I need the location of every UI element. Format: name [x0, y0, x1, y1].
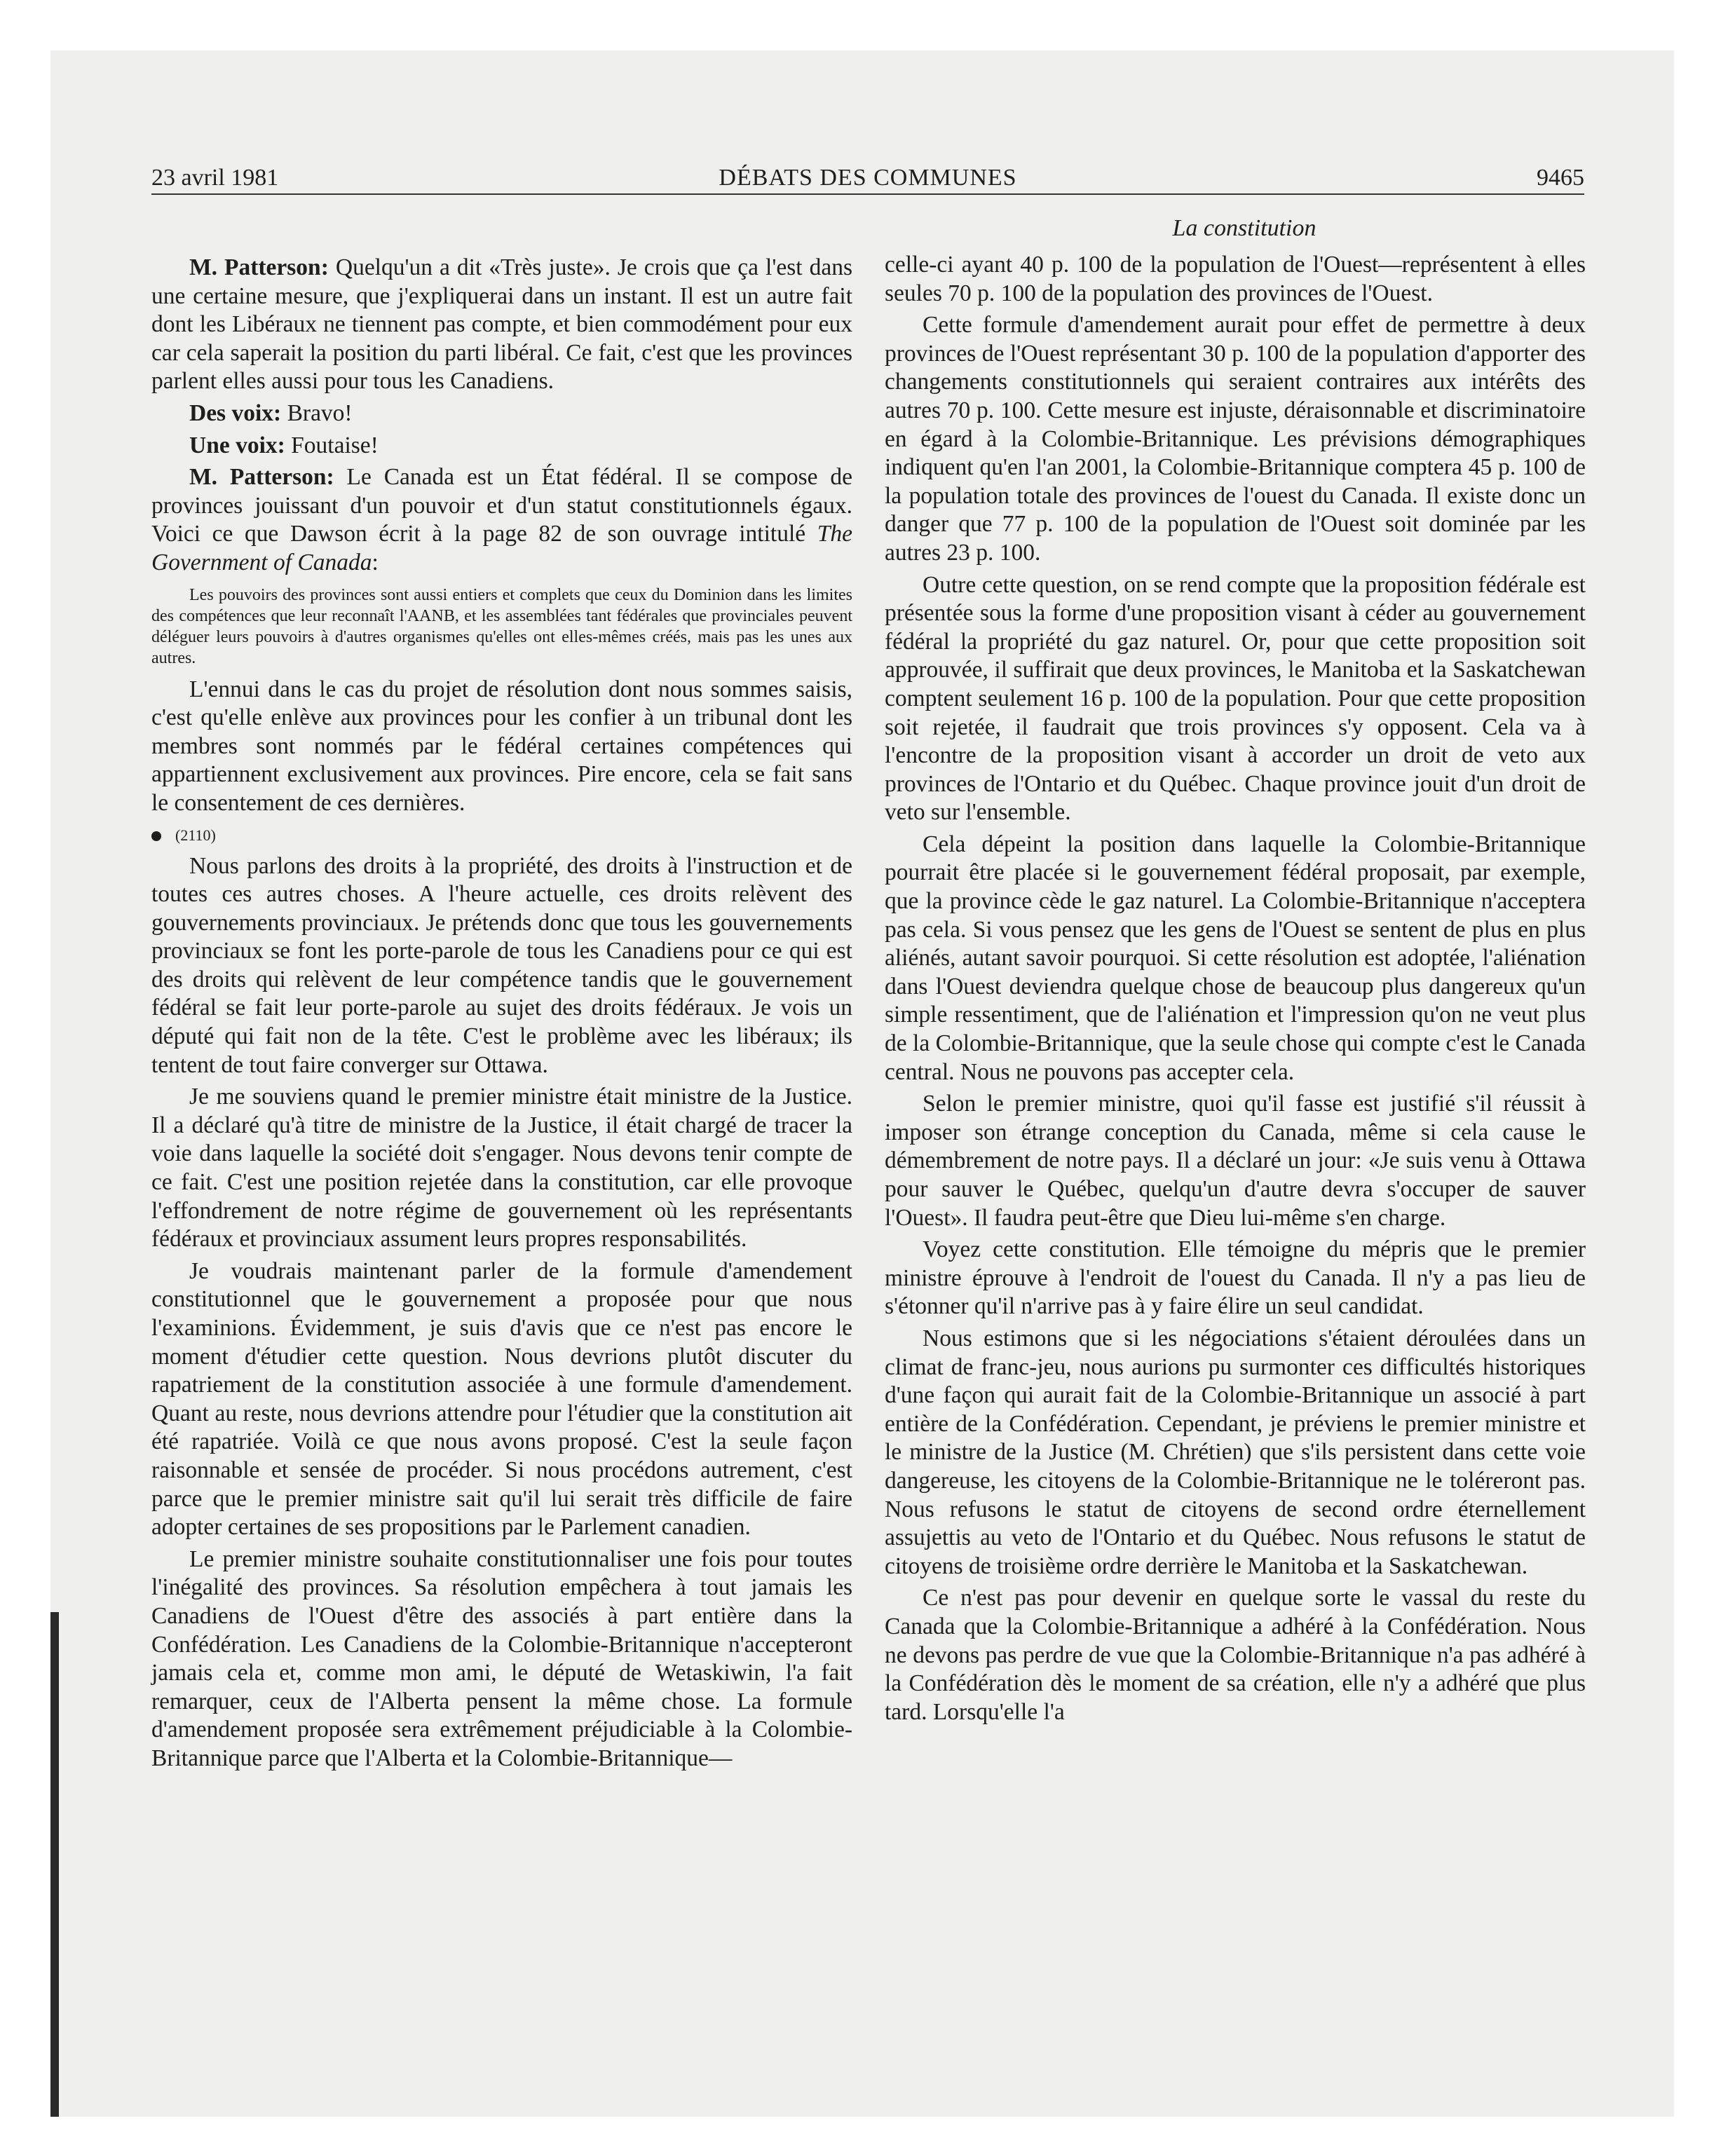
- speaker-name: M. Patterson:: [189, 464, 334, 491]
- paragraph: Je me souviens quand le premier ministre était ministre de la Justice. Il a déclaré qu'à titre de ministre de la Justice, il était chargé de tracer la voie dans laquelle la société doit s'engager. Nous devons tenir compte de ce fait. C'est une position rejetée dans la constitution, car elle provoque l'effondrement de notre régime de gouvernement où les représentants fédéraux et provinciaux assument leurs propres responsabilités.: [151, 1084, 852, 1253]
- paragraph: Nous estimons que si les négociations s'étaient déroulées dans un climat de franc-jeu, nous aurions pu surmonter ces difficultés historiques d'une façon qui aurait fait de la Colombie-Britannique un associé à part entière de la Confédération. Cependant, je préviens le premier ministre et le ministre de la Justice (M. Chrétien) que s'ils persistent dans cette voie dangereuse, les citoyens de la Colombie-Britannique ne le toléreront pas. Nous refusons le statut de citoyens de second ordre éternellement assujettis au veto de l'Ontario et du Québec. Nous refusons le statut de citoyens de troisième ordre derrière le Manitoba et la Saskatchewan.: [885, 1325, 1586, 1579]
- paragraph: Voyez cette constitution. Elle témoigne du mépris que le premier ministre éprouve à l'endroit de l'ouest du Canada. Il n'y a pas lieu de s'étonner qu'il n'arrive pas à y faire élire un seul candidat.: [885, 1236, 1586, 1320]
- book-title: The Government of Canada: [151, 521, 852, 575]
- header-title: DÉBATS DES COMMUNES: [719, 165, 1017, 191]
- paragraph: L'ennui dans le cas du projet de résolution dont nous sommes saisis, c'est qu'elle enlève aux provinces pour les confier à un tribunal dont les membres sont nommés par le fédéral certaines compétences qui appartiennent exclusivement aux provinces. Pire encore, cela se fait sans le consentement de ces dernières.: [151, 676, 852, 816]
- left-column: [151, 254, 852, 1777]
- paragraph: celle-ci ayant 40 p. 100 de la population de l'Ouest—représentent à elles seules 70 p. 100 de la population des provinces de l'Ouest.: [885, 252, 1586, 306]
- paragraph: Cette formule d'amendement aurait pour effet de permettre à deux provinces de l'Ouest représentant 30 p. 100 de la population d'apporter des changements constitutionnels qui seraient contraires aux intérêts des autres 70 p. 100. Cette mesure est injuste, déraisonnable et discriminatoire en égard à la Colombie-Britannique. Les prévisions démographiques indiquent qu'en l'an 2001, la Colombie-Britannique comptera 45 p. 100 de la population totale des provinces de l'ouest du Canada. Il existe donc un danger que 77 p. 100 de la population de l'Ouest soit dominée par les autres 23 p. 100.: [885, 312, 1586, 566]
- paragraph: Outre cette question, on se rend compte que la proposition fédérale est présentée sous la forme d'une proposition visant à céder au gouvernement fédéral la propriété du gaz naturel. Or, pour que cette proposition soit approuvée, il suffirait que deux provinces, le Manitoba et la Saskatchewan comptent seulement 16 p. 100 de la population. Pour que cette proposition soit rejetée, il faudrait que trois provinces s'y opposent. Cela va à l'encontre de la proposition visant à accorder un droit de veto aux provinces de l'Ontario et du Québec. Chaque province jouit d'un droit de veto sur l'ensemble.: [885, 571, 1586, 826]
- paragraph: M. Patterson: Quelqu'un a dit «Très juste». Je crois que ça l'est dans une certaine mesure, que j'expliquerai dans un instant. Il est un autre fait dont les Libéraux ne tiennent pas compte, et bien commodément pour eux car cela saperait la position du parti libéral. Ce fait, c'est que les provinces parlent elles aussi pour tous les Canadiens.: [151, 254, 852, 395]
- paragraph: Selon le premier ministre, quoi qu'il fasse est justifié s'il réussit à imposer son étrange conception du Canada, même si cela cause le démembrement de notre pays. Il a déclaré un jour: «Je suis venu à Ottawa pour sauver le Québec, quelqu'un d'autre devra s'occuper de sauver l'Ouest». Il faudra peut-être que Dieu lui-même s'en charge.: [885, 1091, 1586, 1231]
- scan-edge-shadow: [50, 1612, 59, 2117]
- paragraph: Cela dépeint la position dans laquelle la Colombie-Britannique pourrait être placée si le gouvernement fédéral proposait, par exemple, que la province cède le gaz naturel. La Colombie-Britannique n'acceptera pas cela. Si vous pensez que les gens de l'Ouest se sentent de plus en plus aliénés, autant savoir pourquoi. Si cette résolution est adoptée, l'aliénation dans l'Ouest deviendra quelque chose de beaucoup plus dangereux qu'un simple ressentiment, que de l'aliénation et l'impression qu'on ne veut plus de la Colombie-Britannique, que la seule chose qui compte c'est le Canada central. Nous ne pouvons pas accepter cela.: [885, 831, 1586, 1085]
- header-page-number: 9465: [1537, 165, 1584, 191]
- speaker-name: M. Patterson:: [189, 254, 329, 280]
- time-marker: (2110): [151, 821, 852, 850]
- paragraph: Des voix: Bravo!: [189, 400, 353, 426]
- paragraph: Nous parlons des droits à la propriété, des droits à l'instruction et de toutes ces autres choses. A l'heure actuelle, ces droits relèvent des gouvernements provinciaux. Je prétends donc que tous les gouvernements provinciaux se font les porte-parole de tous les Canadiens pour ce qui est des droits qui relèvent de leur compétence tandis que le gouvernement fédéral se fait leur porte-parole au sujet des droits fédéraux. Je vois un député qui fait non de la tête. C'est le problème avec les libéraux; ils tentent de tout faire converger sur Ottawa.: [151, 852, 852, 1078]
- paragraph: Le premier ministre souhaite constitutionnaliser une fois pour toutes l'inégalité des provinces. Sa résolution empêchera à tout jamais les Canadiens de l'Ouest d'être des associés à part entière dans la Confédération. Les Canadiens de la Colombie-Britannique n'accepteront jamais cela et, comme mon ami, le député de Wetaskiwin, l'a fait remarquer, ceux de l'Alberta pensent la même chose. La formule d'amendement proposée sera extrêmement préjudiciable à la Colombie-Britannique parce que l'Alberta et la Colombie-Britannique—: [151, 1546, 852, 1771]
- paragraph: M. Patterson: Le Canada est un État fédéral. Il se compose de provinces jouissant d'un pouvoir et d'un statut constitutionnels égaux. Voici ce que Dawson écrit à la page 82 de son ouvrage intitulé The Government of Canada:: [151, 464, 852, 575]
- right-column: [885, 251, 1586, 1730]
- paragraph: Ce n'est pas pour devenir en quelque sorte le vassal du reste du Canada que la Colombie-Britannique a adhéré à la Confédération. Nous ne devons pas perdre de vue que la Colombie-Britannique n'a pas adhéré à la Confédération dès le moment de sa création, elle n'y a adhéré que plus tard. Lorsqu'elle l'a: [885, 1585, 1586, 1725]
- page-header: [151, 163, 1584, 195]
- speaker-name: Des voix:: [189, 400, 282, 426]
- speaker-name: Une voix:: [189, 432, 285, 458]
- paragraph: Une voix: Foutaise!: [189, 432, 379, 458]
- section-title: La constitution: [1172, 215, 1316, 241]
- header-date: 23 avril 1981: [151, 165, 279, 191]
- bullet-icon: [151, 831, 161, 841]
- paragraph: Je voudrais maintenant parler de la formule d'amendement constitutionnel que le gouvernement a proposée pour que nous l'examinions. Évidemment, je suis d'avis que ce n'est pas encore le moment d'étudier cette question. Nous devrions plutôt discuter du rapatriement de la constitution associée à une formule d'amendement. Quant au reste, nous devrions attendre pour l'étudier que la constitution ait été rapatriée. Voilà ce que nous avons proposé. C'est la seule façon raisonnable et sensée de procéder. Si nous procédons autrement, c'est parce que le premier ministre sait qu'il lui serait très difficile de faire adopter certaines de ses propositions par le Parlement canadien.: [151, 1257, 852, 1541]
- block-quote: Les pouvoirs des provinces sont aussi entiers et complets que ceux du Dominion dans les limites des compétences que leur reconnaît l'AANB, et les assemblées tant fédérales que provinciales peuvent déléguer leurs pouvoirs à d'autres organismes qu'elles ont elles-mêmes créés, mais pas les unes aux autres.: [151, 585, 852, 667]
